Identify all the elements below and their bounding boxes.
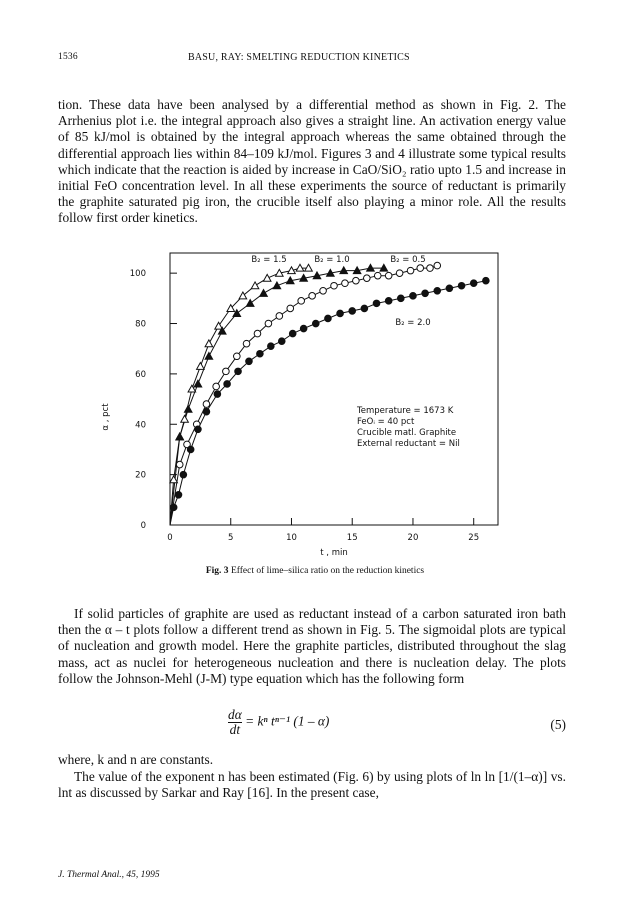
figure-caption (150, 566, 480, 576)
data-point (434, 262, 441, 269)
y-tick-label: 60 (135, 369, 146, 380)
data-point (364, 275, 371, 282)
data-point (410, 293, 417, 300)
y-tick-label: 0 (140, 521, 146, 531)
annotation-line: Crucible matl. Graphite (357, 428, 457, 438)
data-point (470, 280, 477, 287)
data-point (235, 368, 242, 375)
data-point (331, 282, 338, 289)
data-point (195, 426, 202, 433)
annotation-line: FeOᵢ = 40 pct (357, 417, 415, 427)
annotation-line: External reductant = Nil (357, 439, 460, 449)
data-point (176, 433, 184, 440)
data-point (197, 363, 205, 370)
data-point (170, 504, 177, 511)
data-point (214, 391, 221, 398)
equation-number: (5) (550, 717, 566, 732)
x-tick-label: 5 (228, 533, 234, 543)
series-label: B₂ = 1.5 (251, 255, 287, 265)
data-point (175, 491, 182, 498)
data-point (289, 330, 296, 337)
caption-text: Effect of lime–silica ratio on the reduction kinetics (230, 566, 425, 576)
data-point (298, 298, 305, 305)
x-tick-label: 0 (167, 533, 173, 543)
data-point (417, 265, 424, 272)
data-point (287, 305, 294, 312)
data-point (337, 310, 344, 317)
paragraph-1: tion. These data have been analysed by a differential method as shown in Fig. 2. The Arrhenius plot i.e. the integral approach also gives a straight line. An activation energy value of 85 kJ/mol is obtained by the integral approach whereas the same obtained through the differential approach lies within 84–109 kJ/mol. Figures 3 and 4 illustrate some typical results which indicate that the reaction is aided by increase in CaO/SiO₂ ratio upto 1.5 and increase in initial FeO concentration level. In all these experiments the source of reductant is primarily the graphite saturated pig iron, the crucible itself also playing a minor role. All the results follow first order kinetics. (58, 97, 566, 226)
series-curve (170, 266, 437, 525)
data-point (374, 272, 381, 279)
data-point (246, 300, 254, 307)
data-point (273, 282, 281, 289)
data-point (187, 446, 194, 453)
data-point (260, 289, 268, 296)
data-point (320, 287, 327, 294)
data-point (483, 277, 490, 284)
paragraph-4: The value of the exponent n has been estimated (Fig. 6) by using plots of ln ln [1/(1–α)] vs. lnt as discussed by Sarkar and Ray [16]. In the present case, (58, 769, 566, 801)
data-point (300, 325, 307, 332)
data-point (407, 267, 414, 274)
equation-numerator: dα (228, 707, 242, 722)
data-point (385, 298, 392, 305)
x-tick-label: 25 (468, 533, 480, 543)
annotation-line: Temperature = 1673 K (357, 406, 454, 416)
data-point (434, 287, 441, 294)
data-point (263, 274, 271, 281)
data-point (254, 330, 261, 337)
data-point (342, 280, 349, 287)
journal-footer: J. Thermal Anal., 45, 1995 (58, 870, 160, 880)
x-tick-label: 10 (286, 533, 297, 543)
figure-3-chart (95, 245, 515, 565)
data-point (278, 338, 285, 345)
x-tick-label: 20 (407, 533, 419, 543)
data-point (458, 282, 465, 289)
paragraph-2: If solid particles of graphite are used as reductant instead of a carbon saturated iron bath then the α – t plots follow a different trend as shown in Fig. 5. The sigmoidal plots are typical of nucleation and growth model. Here the graphite particles, distributed throughout the slag mass, act as nuclei for heterogeneous nucleation and there is nucleation delay. The plots follow the Johnson-Mehl (J-M) type equation which has the following form (58, 606, 566, 686)
data-point (213, 383, 220, 390)
data-point (205, 352, 213, 359)
data-point (373, 300, 380, 307)
caption-label: Fig. 3 (205, 566, 229, 576)
x-tick-label: 15 (346, 533, 358, 543)
data-point (385, 272, 392, 279)
data-point (276, 313, 283, 320)
equation-fraction (228, 708, 242, 737)
x-axis-label: t , min (320, 548, 348, 558)
data-point (203, 401, 210, 408)
data-point (427, 265, 434, 272)
data-point (353, 277, 360, 284)
equation-rhs: = kⁿ tⁿ⁻¹ (1 – α) (245, 713, 330, 729)
data-point (268, 343, 275, 350)
y-tick-label: 100 (129, 269, 146, 280)
y-tick-label: 20 (135, 470, 146, 481)
data-point (203, 408, 210, 415)
y-axis-label: α , pct (101, 403, 111, 431)
data-point (246, 358, 253, 365)
series-label: B₂ = 1.0 (314, 255, 350, 265)
paragraph-3: where, k and n are constants. (58, 752, 214, 767)
data-point (234, 353, 241, 360)
data-point (243, 340, 250, 347)
equation-denominator: dt (229, 722, 241, 737)
data-point (396, 270, 403, 277)
data-point (205, 340, 213, 347)
data-point (180, 471, 187, 478)
data-point (181, 415, 189, 422)
running-head: BASU, RAY: SMELTING REDUCTION KINETICS (188, 52, 410, 63)
y-tick-label: 40 (135, 420, 146, 431)
y-tick-label: 80 (135, 319, 146, 330)
data-point (251, 282, 259, 289)
data-point (184, 405, 192, 412)
data-point (170, 476, 178, 483)
data-point (325, 315, 332, 322)
series-curve (170, 268, 384, 525)
data-point (265, 320, 272, 327)
data-point (223, 368, 230, 375)
data-point (398, 295, 405, 302)
data-point (312, 320, 319, 327)
plot-frame (170, 253, 498, 525)
data-point (224, 381, 231, 388)
data-point (349, 308, 356, 315)
equation-5 (58, 708, 566, 742)
data-point (361, 305, 368, 312)
data-point (422, 290, 429, 297)
series-label: B₂ = 0.5 (390, 255, 426, 265)
data-point (257, 350, 264, 357)
series-label: B₂ = 2.0 (395, 318, 431, 328)
page-number: 1536 (58, 52, 78, 62)
data-point (176, 461, 183, 468)
data-point (309, 293, 316, 300)
data-point (446, 285, 453, 292)
